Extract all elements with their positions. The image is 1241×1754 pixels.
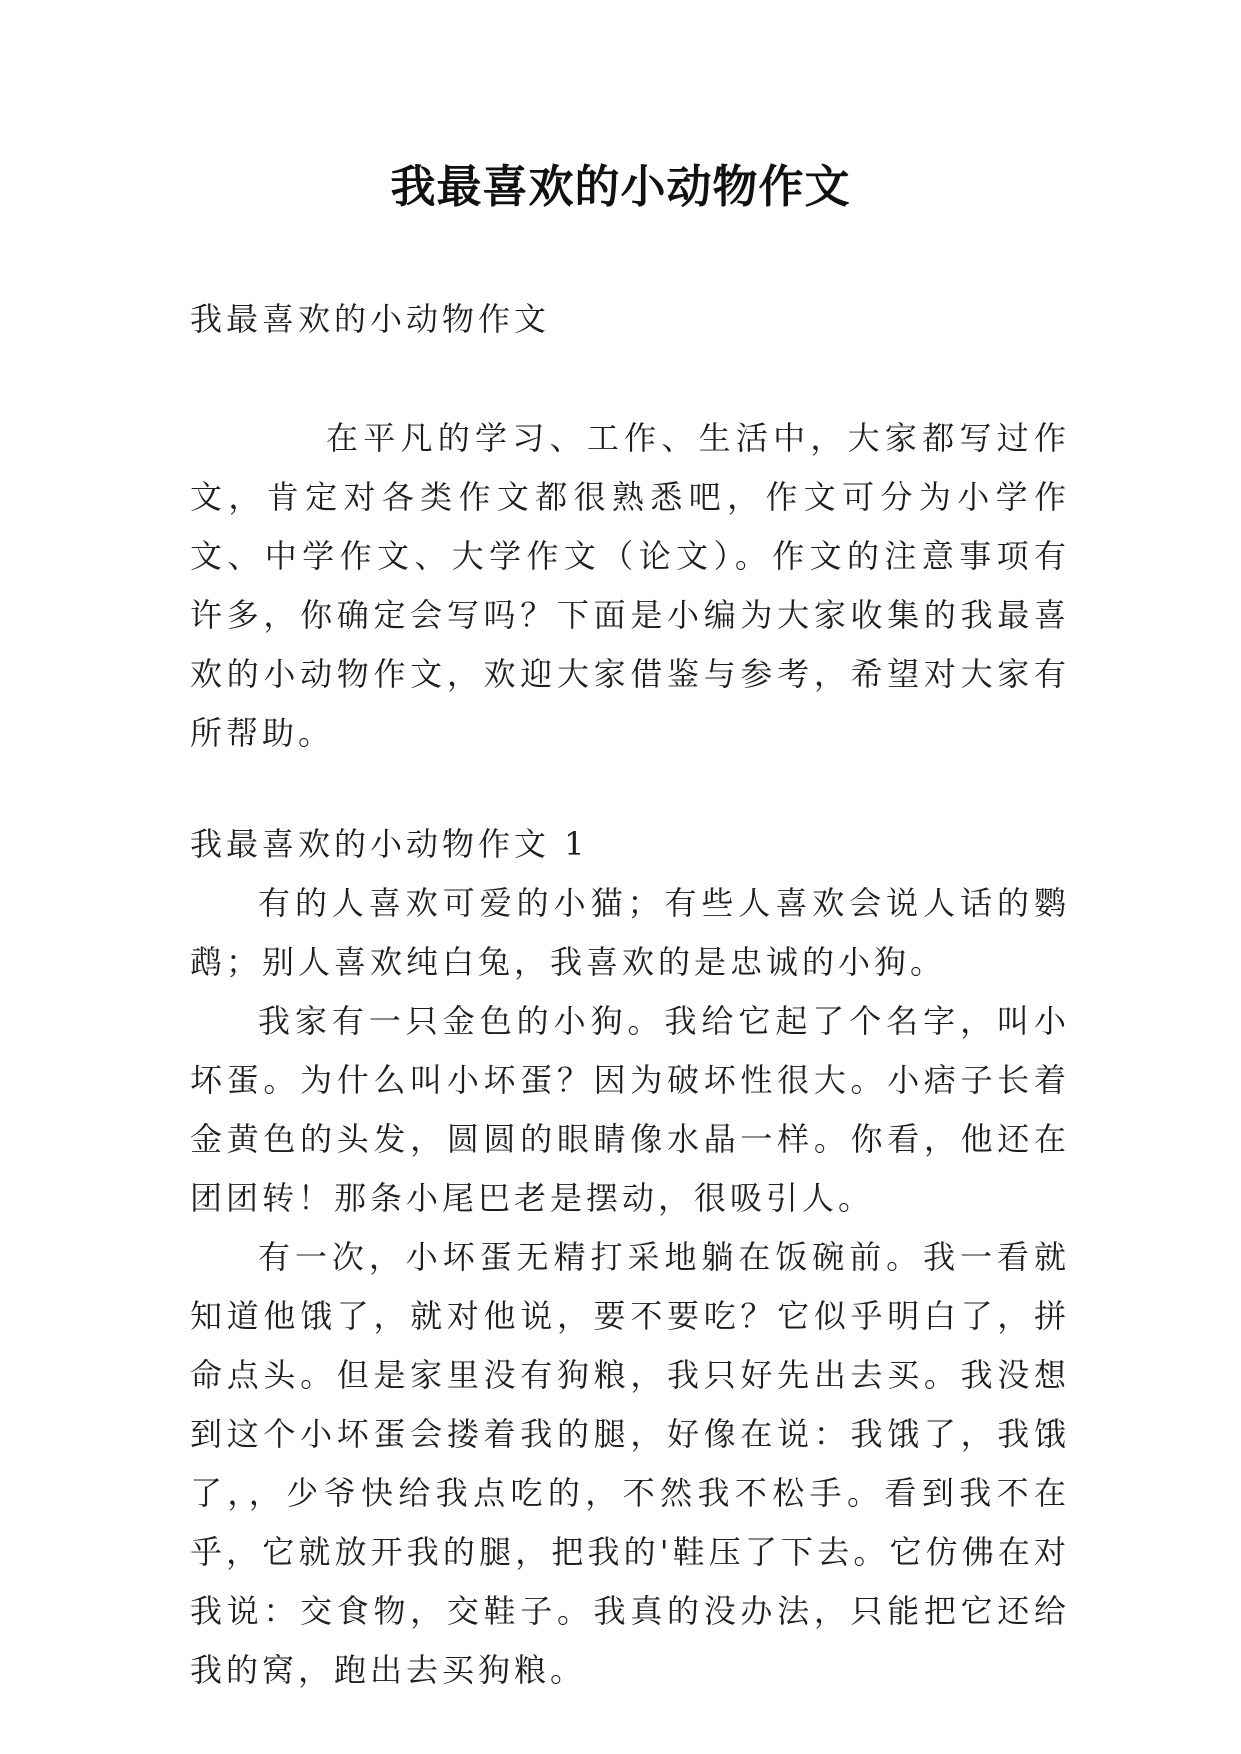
intro-paragraph: 在平凡的学习、工作、生活中，大家都写过作文，肯定对各类作文都很熟悉吧，作文可分为小学作文、中学作文、大学作文（论文）。作文的注意事项有许多，你确定会写吗？下面是小编为大家收集的我最喜欢的小动物作文，欢迎大家借鉴与参考，希望对大家有所帮助。 bbox=[190, 419, 1070, 752]
essay-heading: 我最喜欢的小动物作文 1 bbox=[190, 825, 589, 863]
body-paragraph: 有的人喜欢可爱的小猫；有些人喜欢会说人话的鹦鹉；别人喜欢纯白兔，我喜欢的是忠诚的小狗。 bbox=[190, 884, 1070, 981]
body-paragraph: 我家有一只金色的小狗。我给它起了个名字，叫小坏蛋。为什么叫小坏蛋？因为破坏性很大。小痞子长着金黄色的头发，圆圆的眼睛像水晶一样。你看，他还在团团转！那条小尾巴老是摆动，很吸引人。 bbox=[190, 1002, 1070, 1217]
body-paragraph: 有一次，小坏蛋无精打采地躺在饭碗前。我一看就知道他饿了，就对他说，要不要吃？它似乎明白了，拼命点头。但是家里没有狗粮，我只好先出去买。我没想到这个小坏蛋会搂着我的腿，好像在说：我饿了，我饿了，，少爷快给我点吃的，不然我不松手。看到我不在乎，它就放开我的腿，把我的'鞋压了下去。它仿佛在对我说：交食物，交鞋子。我真的没办法，只能把它还给我的窝，跑出去买狗粮。 bbox=[190, 1238, 1070, 1689]
document-body bbox=[190, 290, 1070, 1700]
document-subtitle: 我最喜欢的小动物作文 bbox=[190, 300, 551, 338]
document-title: 我最喜欢的小动物作文 bbox=[390, 160, 851, 213]
